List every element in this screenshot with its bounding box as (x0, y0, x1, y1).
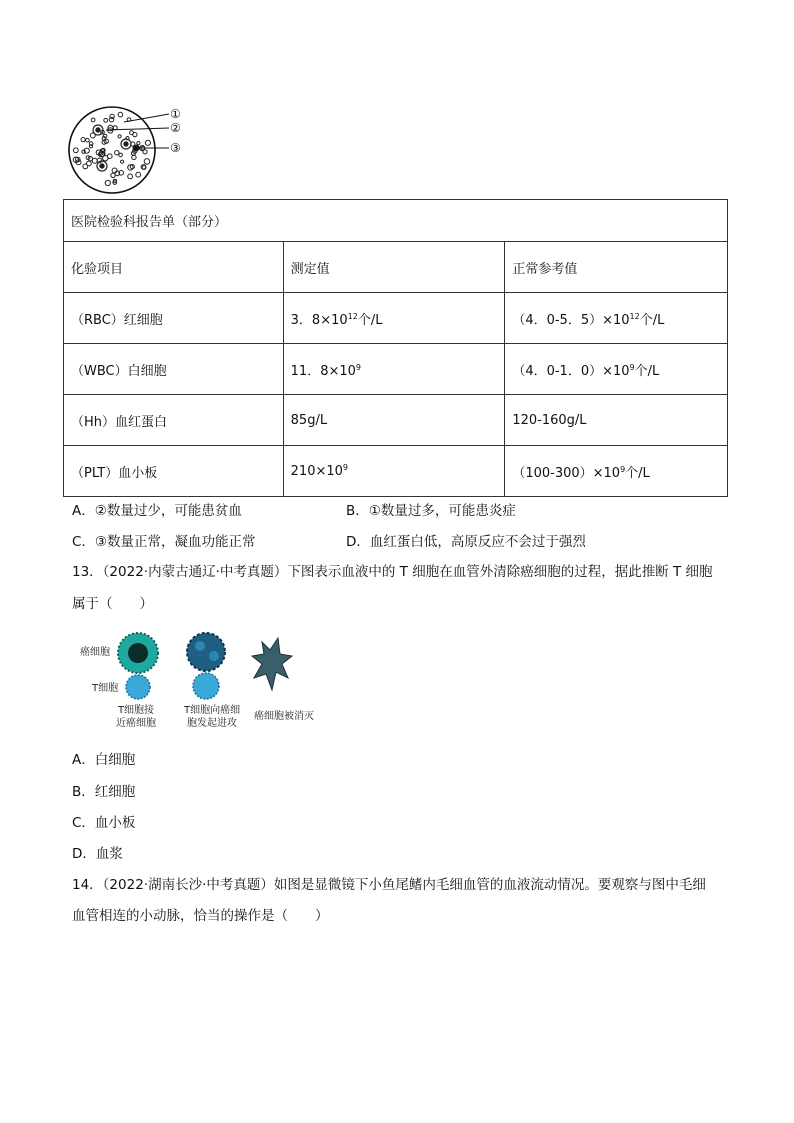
label-cancer-cell: 癌细胞 (80, 647, 110, 658)
blood-smear-figure (66, 104, 196, 196)
q13-option-a[interactable]: A．白细胞 (72, 752, 136, 768)
q12-option-d[interactable]: D．血红蛋白低，高原反应不会过于强烈 (346, 534, 586, 550)
header-reference: 正常参考值 (505, 242, 728, 293)
header-item: 化验项目 (64, 242, 284, 293)
marker-3: ③ (170, 141, 181, 155)
q12-option-b[interactable]: B．①数量过多，可能患炎症 (346, 503, 516, 519)
row-reference: $(100-300)\times 10^9$个/L (505, 446, 728, 497)
row-reference: （4．0-1．$0)\times 10^9$个/L (505, 344, 728, 395)
cell-nucleus (124, 142, 128, 146)
caption-stage1: T细胞接 近癌细胞 (116, 705, 156, 729)
report-title: 医院检验科报告单（部分） (64, 200, 728, 242)
table-row-rbc (64, 293, 728, 344)
tcell-images (114, 628, 324, 704)
row-value: 11．$8\times 10^9$ (283, 344, 505, 395)
q12-option-c[interactable]: C．③数量正常，凝血功能正常 (72, 534, 256, 550)
row-reference: 120-160g/L (505, 395, 728, 446)
q13-option-d[interactable]: D．血浆 (72, 846, 123, 862)
q14-stem-line1: 14．（2022·湖南长沙·中考真题）如图是显微镜下小鱼尾鳍内毛细血管的血液流动情况。要观察与图中毛细 (72, 877, 706, 893)
q13-stem-line2: 属于（ ） (72, 596, 153, 612)
q13-stem-line1: 13．（2022·内蒙古通辽·中考真题）下图表示血液中的 T 细胞在血管外清除癌细胞的过程，据此推断 T 细胞 (72, 564, 713, 580)
marker-2: ② (170, 121, 181, 135)
caption-stage3: 癌细胞被消灭 (254, 711, 314, 722)
row-reference: （4．0-5．$5)\times 10^{12}$个/L (505, 293, 728, 344)
row-value: 3．$8\times 10^{12}$个/L (283, 293, 505, 344)
table-row-hb (64, 395, 728, 446)
cell-nucleus (100, 164, 104, 168)
row-item: （PLT）血小板 (64, 446, 284, 497)
q13-option-c[interactable]: C．血小板 (72, 815, 136, 831)
header-value: 测定值 (283, 242, 505, 293)
tcell-figure (72, 628, 332, 732)
row-item: （WBC）白细胞 (64, 344, 284, 395)
table-row-plt (64, 446, 728, 497)
marker-1: ① (170, 107, 181, 121)
q14-stem-line2: 血管相连的小动脉，恰当的操作是（ ） (72, 908, 329, 924)
row-item: （RBC）红细胞 (64, 293, 284, 344)
report-table (63, 199, 728, 497)
row-value: 85g/L (283, 395, 505, 446)
row-value: $210\times 10^9$ (283, 446, 505, 497)
cell-nucleus (96, 128, 100, 132)
q12-option-a[interactable]: A．②数量过少，可能患贫血 (72, 503, 242, 519)
row-item: （Hh）血红蛋白 (64, 395, 284, 446)
label-t-cell: T细胞 (92, 683, 119, 694)
caption-stage2: T细胞向癌细 胞发起进攻 (184, 705, 241, 729)
q13-option-b[interactable]: B．红细胞 (72, 784, 136, 800)
table-row-wbc (64, 344, 728, 395)
